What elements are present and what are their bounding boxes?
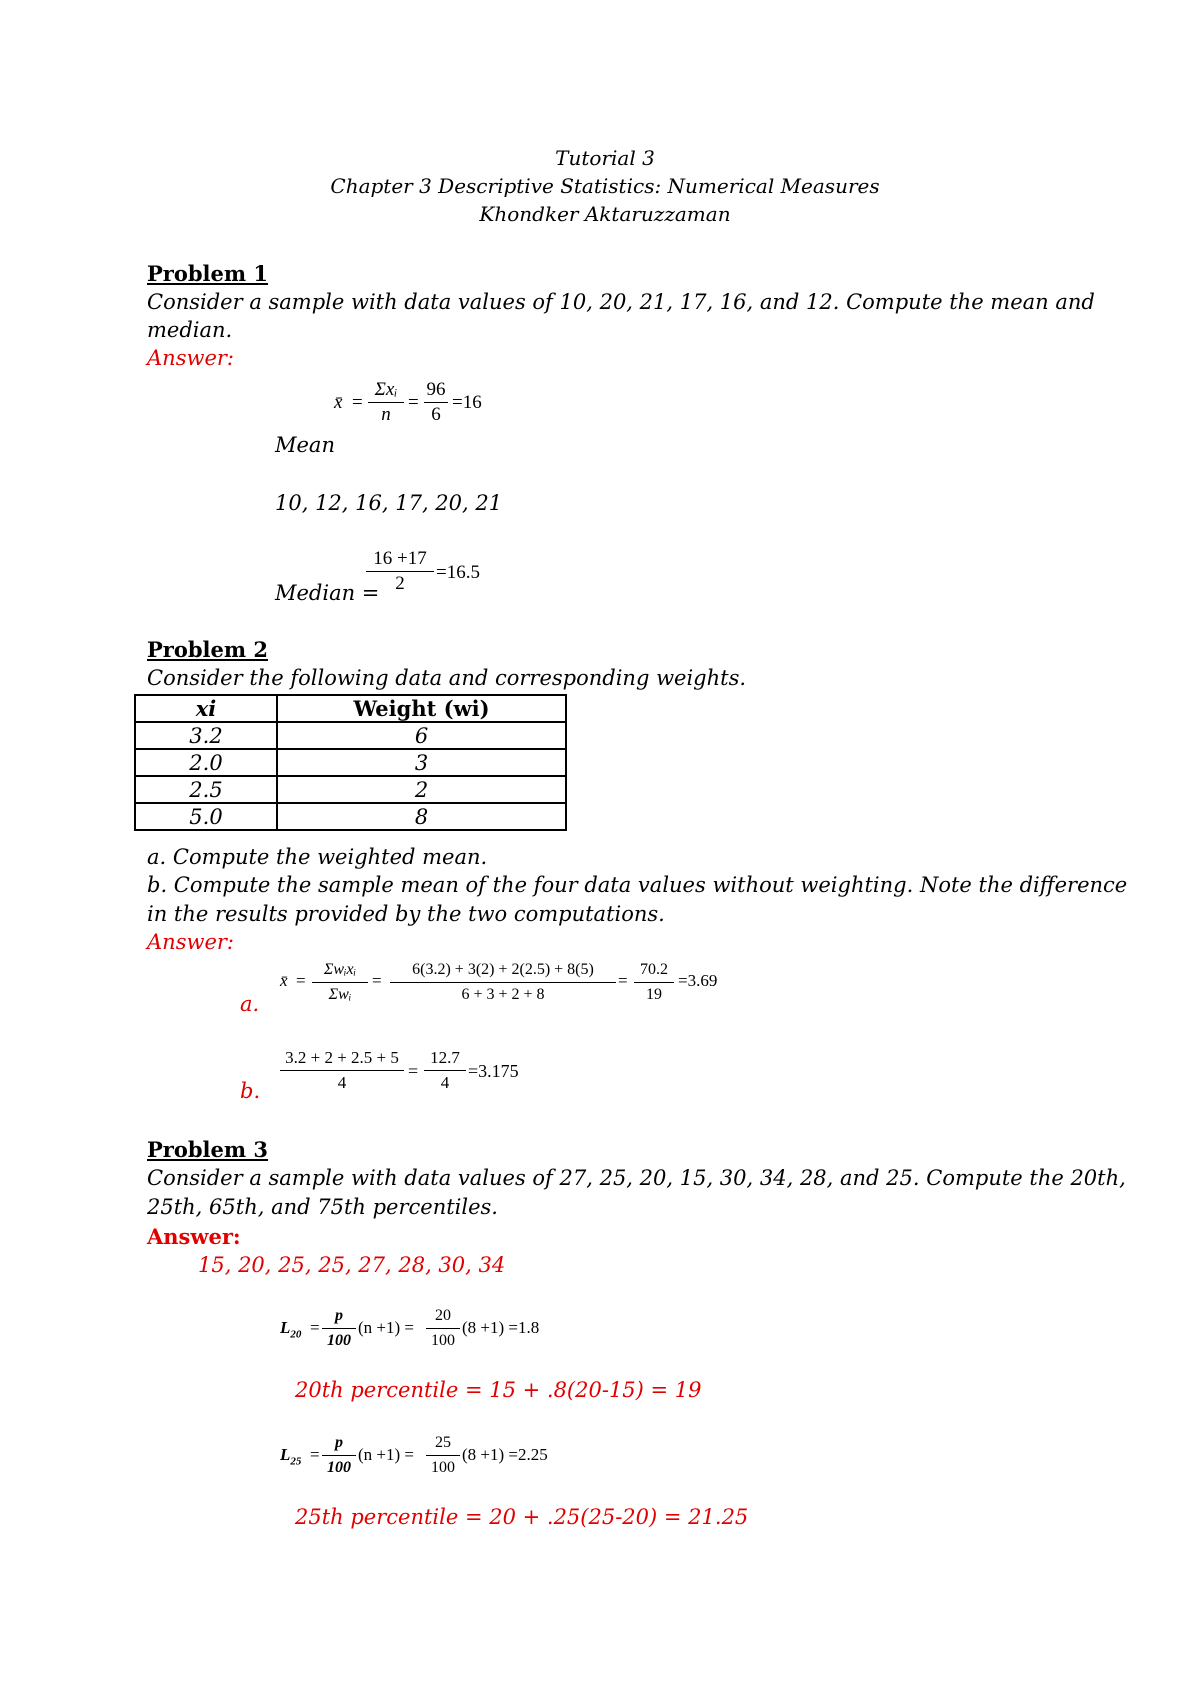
wmean-frac1-bar xyxy=(312,982,368,983)
mean-frac2-num: 96 xyxy=(426,379,446,400)
wmean-frac3 xyxy=(634,960,674,1005)
l20-lhs-letter: L xyxy=(280,1318,291,1337)
table-cell: 6 xyxy=(277,722,566,749)
smean-frac1 xyxy=(280,1048,404,1093)
part-b-label: b. xyxy=(240,1079,261,1103)
l25-frac2-bar xyxy=(426,1455,460,1456)
problem-2-part-b-line1: b. Compute the sample mean of the four data values without weighting. Note the difference xyxy=(147,873,1128,897)
mean-frac2-bar xyxy=(424,402,448,403)
smean-frac2-num: 12.7 xyxy=(430,1048,460,1067)
wmean-frac1 xyxy=(312,960,368,1005)
median-result: =16.5 xyxy=(436,562,480,583)
wmean-frac2-num: 6(3.2) + 3(2) + 2(2.5) + 8(5) xyxy=(412,961,594,978)
l25-lhs-sub: 25 xyxy=(290,1455,302,1468)
l25-eq1: = xyxy=(310,1445,320,1464)
l25-frac1-bar xyxy=(322,1455,356,1456)
wmean-frac2 xyxy=(390,960,616,1005)
l20-frac2-num: 20 xyxy=(435,1307,451,1324)
mean-formula-lhs: x̄ xyxy=(334,392,343,413)
wmean-lhs: x̄ xyxy=(280,971,288,990)
weights-table-header-xi: xi xyxy=(135,695,277,722)
wmean-eq3: = xyxy=(618,971,628,990)
table-cell: 3.2 xyxy=(135,722,277,749)
median-label: Median = xyxy=(275,581,380,605)
l25-frac2 xyxy=(426,1433,460,1478)
l20-frac1 xyxy=(322,1306,356,1351)
l25-frac1 xyxy=(322,1433,356,1478)
smean-frac2-den: 4 xyxy=(440,1073,450,1092)
l25-frac2-den: 100 xyxy=(431,1459,455,1476)
problem-3-text-line1: Consider a sample with data values of 27, 25, 20, 15, 30, 34, 28, and 25. Compute the 20th, xyxy=(147,1166,1126,1190)
l20-frac2 xyxy=(426,1306,460,1351)
table-cell: 2.0 xyxy=(135,749,277,776)
l20-frac2-bar xyxy=(426,1328,460,1329)
l25-tail: (8 +1) =2.25 xyxy=(462,1445,548,1464)
l25-frac1-den: 100 xyxy=(327,1459,351,1476)
mean-formula-result: =16 xyxy=(452,392,482,413)
problem-2-text: Consider the following data and corresponding weights. xyxy=(147,666,747,690)
problem-2-heading: Problem 2 xyxy=(147,637,269,662)
l25-lhs xyxy=(280,1445,301,1467)
wmean-eq2: = xyxy=(372,971,382,990)
table-row xyxy=(135,749,566,776)
doc-title: Tutorial 3 xyxy=(555,146,655,170)
l20-eq1: = xyxy=(310,1318,320,1337)
mean-formula-frac1 xyxy=(368,380,404,425)
wmean-result: =3.69 xyxy=(678,971,718,990)
mean-formula-eq1: = xyxy=(352,392,363,413)
smean-result: =3.175 xyxy=(468,1061,519,1081)
table-row xyxy=(135,803,566,830)
wmean-frac3-bar xyxy=(634,982,674,983)
l20-frac1-num: p xyxy=(335,1307,343,1324)
weights-table-header-weight: Weight (wi) xyxy=(277,695,566,722)
weights-table xyxy=(134,694,567,831)
table-cell: 8 xyxy=(277,803,566,830)
l25-lhs-letter: L xyxy=(280,1445,291,1464)
table-cell: 5.0 xyxy=(135,803,277,830)
table-cell: 2 xyxy=(277,776,566,803)
smean-frac1-den: 4 xyxy=(337,1073,347,1092)
problem-1-sorted-values: 10, 12, 16, 17, 20, 21 xyxy=(275,491,503,515)
smean-frac1-num: 3.2 + 2 + 2.5 + 5 xyxy=(285,1048,399,1067)
median-frac-den: 2 xyxy=(395,573,405,594)
wmean-frac2-bar xyxy=(390,982,616,983)
table-row xyxy=(135,776,566,803)
wmean-frac3-num: 70.2 xyxy=(640,961,668,978)
mean-frac2-den: 6 xyxy=(431,404,441,425)
smean-frac2 xyxy=(424,1048,466,1093)
percentile-20-result: 20th percentile = 15 + .8(20-15) = 19 xyxy=(295,1378,702,1402)
median-frac-num: 16 +17 xyxy=(373,548,427,569)
problem-3-sorted-values: 15, 20, 25, 25, 27, 28, 30, 34 xyxy=(198,1253,506,1277)
smean-frac1-bar xyxy=(280,1070,404,1071)
problem-1-heading: Problem 1 xyxy=(147,261,269,286)
problem-1-text-line1: Consider a sample with data values of 10, 20, 21, 17, 16, and 12. Compute the mean and xyxy=(147,290,1095,314)
wmean-frac1-num: Σwᵢxᵢ xyxy=(323,961,357,978)
part-a-label: a. xyxy=(240,992,260,1016)
mean-label: Mean xyxy=(275,433,335,457)
mean-frac1-num: Σxᵢ xyxy=(374,379,398,400)
l20-lhs-sub: 20 xyxy=(290,1328,302,1341)
median-frac xyxy=(366,549,434,594)
wmean-frac2-den: 6 + 3 + 2 + 8 xyxy=(461,986,545,1003)
mean-formula-frac2 xyxy=(424,380,448,425)
wmean-frac3-den: 19 xyxy=(646,986,662,1003)
smean-eq1: = xyxy=(408,1061,419,1081)
mean-frac1-den: n xyxy=(381,404,391,425)
problem-1-answer-label: Answer: xyxy=(147,346,234,370)
mean-formula-eq2: = xyxy=(408,392,419,413)
l20-tail: (8 +1) =1.8 xyxy=(462,1318,540,1337)
l25-frac2-num: 25 xyxy=(435,1434,451,1451)
l20-frac1-den: 100 xyxy=(327,1332,351,1349)
weights-table-header xyxy=(135,695,566,722)
l20-frac2-den: 100 xyxy=(431,1332,455,1349)
chapter-title: Chapter 3 Descriptive Statistics: Numerical Measures xyxy=(330,174,880,198)
table-row xyxy=(135,722,566,749)
l25-mid: (n +1) = xyxy=(358,1445,414,1464)
problem-3-heading: Problem 3 xyxy=(147,1137,269,1162)
l25-frac1-num: p xyxy=(335,1434,343,1451)
problem-2-part-b-line2: in the results provided by the two computations. xyxy=(147,902,665,926)
author-name: Khondker Aktaruzzaman xyxy=(479,202,731,226)
mean-frac1-bar xyxy=(368,402,404,403)
median-frac-bar xyxy=(366,571,434,572)
l20-lhs xyxy=(280,1318,301,1340)
wmean-frac1-den: Σwᵢ xyxy=(328,986,352,1003)
l20-mid: (n +1) = xyxy=(358,1318,414,1337)
problem-2-answer-label: Answer: xyxy=(147,930,234,954)
smean-frac2-bar xyxy=(424,1070,466,1071)
percentile-25-result: 25th percentile = 20 + .25(25-20) = 21.25 xyxy=(295,1505,749,1529)
problem-2-part-a: a. Compute the weighted mean. xyxy=(147,845,488,869)
problem-3-text-line2: 25th, 65th, and 75th percentiles. xyxy=(147,1195,498,1219)
problem-3-answer-label: Answer: xyxy=(147,1224,241,1249)
l20-frac1-bar xyxy=(322,1328,356,1329)
table-cell: 3 xyxy=(277,749,566,776)
table-cell: 2.5 xyxy=(135,776,277,803)
wmean-eq1: = xyxy=(296,971,306,990)
problem-1-text-line2: median. xyxy=(147,318,233,342)
